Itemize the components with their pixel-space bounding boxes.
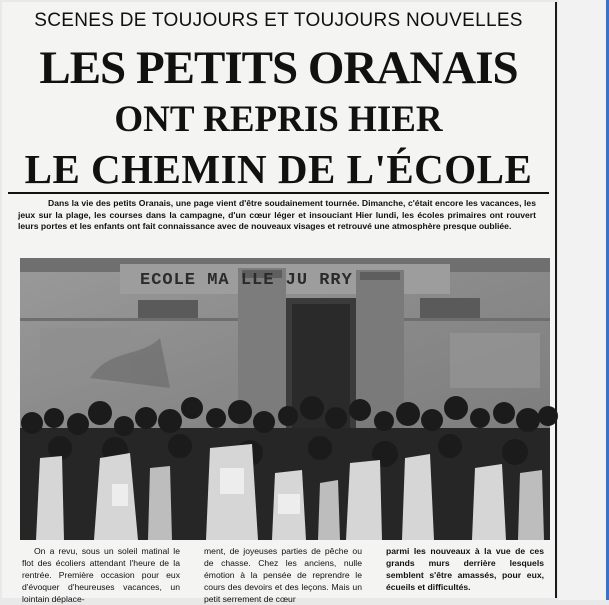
newspaper-clipping [2,2,557,604]
lead-paragraph: Dans la vie des petits Oranais, une page vient d'être soudainement tournée. Dimanche, c'était encore les vacances, les jeux sur la plage, les courses dans la campagne, d'un cœur léger et insouciant Hier lundi, les écoles primaires ont rouvert leurs portes et les enfants ont fait connaissance avec de nouveaux visages et retrouvé une atmosphère presque oubliée. [18,198,536,231]
body-text-columns [22,545,550,604]
viewer-margin [558,0,609,600]
kicker: SCENES DE TOUJOURS ET TOUJOURS NOUVELLES [34,10,523,31]
school-sign-text: ECOLE MA LLE JU RRY [140,271,353,290]
school-photo [20,258,550,540]
body-column-2: ment, de joyeuses parties de pêche ou de chasse. Chez les anciens, nulle émotion à la pensée de reprendre le cours des devoirs et des leçons. Mais un petit serrement de cœur [204,546,362,604]
headline-line-2: ONT REPRIS HIER [114,99,443,140]
headline-rule [8,192,549,194]
body-column-3: parmi les nouveaux à la vue de ces grands murs derrière lesquels semblent s'être amassés, pour eux, écueils et difficultés. [386,546,544,592]
headline-line-3: LE CHEMIN DE L'ÉCOLE [24,146,533,192]
headline-line-1: LES PETITS ORANAIS [39,42,518,94]
body-column-1: On a revu, sous un soleil matinal le flot des écoliers attendant l'heure de la rentrée. Première occasion pour eux d'évoquer d'heureuses vacances, un lointain déplace- [22,546,180,604]
